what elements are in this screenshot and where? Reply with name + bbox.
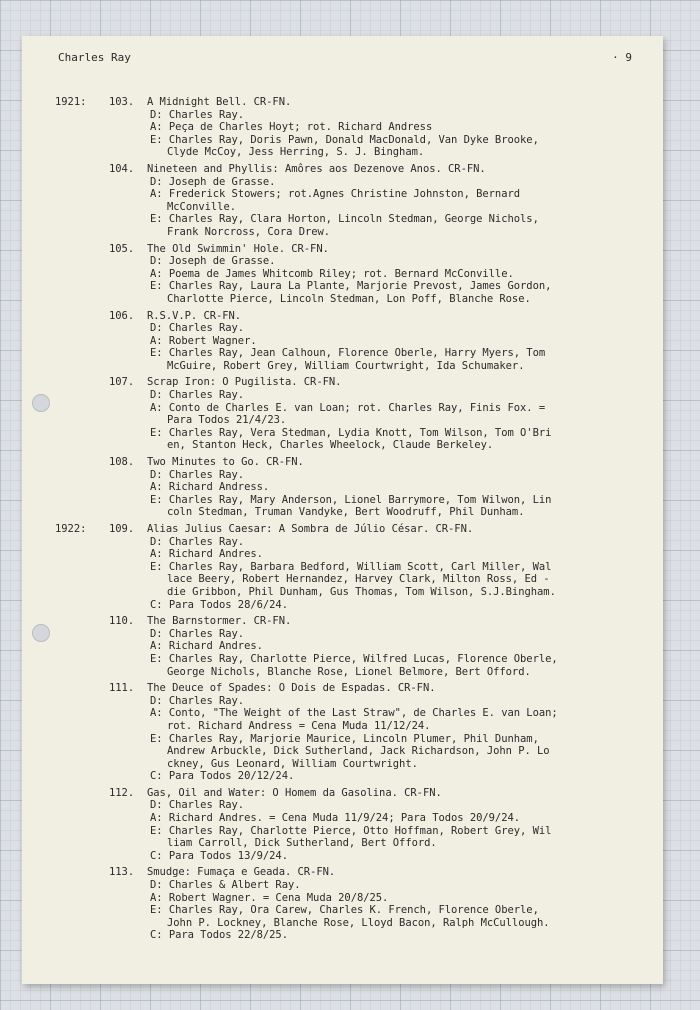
entry-line: coln Stedman, Truman Vandyke, Bert Woodruff, Phil Dunham. xyxy=(167,506,525,519)
entry-line: John P. Lockney, Blanche Rose, Lloyd Bacon, Ralph McCullough. xyxy=(167,916,550,929)
entry-line: E: Charles Ray, Ora Carew, Charles K. French, Florence Oberle, xyxy=(150,904,539,917)
entry-number: 106. xyxy=(109,309,135,322)
entry-line: C: Para Todos 13/9/24. xyxy=(150,849,288,862)
entry-line: A: Robert Wagner. = Cena Muda 20/8/25. xyxy=(150,891,389,904)
entry-line: liam Carroll, Dick Sutherland, Bert Offord. xyxy=(167,837,437,850)
entry-line: C: Para Todos 28/6/24. xyxy=(150,598,288,611)
punch-hole xyxy=(32,624,50,642)
film-title: Smudge: Fumaça e Geada. CR-FN. xyxy=(147,866,336,879)
entry-number: 113. xyxy=(109,866,135,879)
entry-line: die Gribbon, Phil Dunham, Gus Thomas, Tom Wilson, S.J.Bingham. xyxy=(167,585,556,598)
entry-number: 109. xyxy=(109,523,135,535)
page-number: · 9 xyxy=(612,51,632,64)
entry-number: 108. xyxy=(109,456,135,469)
entry-line: Andrew Arbuckle, Dick Sutherland, Jack Richardson, John P. Lo xyxy=(167,745,550,758)
film-title: Alias Julius Caesar: A Sombra de Júlio César. CR-FN. xyxy=(147,523,474,535)
entry-line: D: Joseph de Grasse. xyxy=(150,255,276,268)
entry-line: E: Charles Ray, Laura La Plante, Marjorie Prevost, James Gordon, xyxy=(150,280,552,293)
entry-line: D: Charles Ray. xyxy=(150,389,245,402)
entry-year: 1922: xyxy=(55,523,87,535)
filmography-list xyxy=(55,96,645,946)
entry-number: 112. xyxy=(109,786,135,799)
entry-line: C: Para Todos 22/8/25. xyxy=(150,929,288,942)
film-entry xyxy=(55,376,645,452)
entry-line: E: Charles Ray, Barbara Bedford, William Scott, Carl Miller, Wal xyxy=(150,560,552,573)
film-entry xyxy=(55,310,645,373)
entry-line: McGuire, Robert Grey, William Courtwright, Ida Schumaker. xyxy=(167,359,525,372)
entry-year: 1921: xyxy=(55,96,87,108)
entry-line: A: Richard Andress. xyxy=(150,481,270,494)
film-entry xyxy=(55,243,645,306)
film-title: R.S.V.P. CR-FN. xyxy=(147,309,242,322)
header-name: Charles Ray xyxy=(58,51,131,64)
entry-line: E: Charles Ray, Vera Stedman, Lydia Knott, Tom Wilson, Tom O'Bri xyxy=(150,426,552,439)
entry-line: A: Richard Andres. = Cena Muda 11/9/24; Para Todos 20/9/24. xyxy=(150,812,521,825)
entry-line: A: Poema de James Whitcomb Riley; rot. Bernard McConville. xyxy=(150,267,514,280)
entry-number: 104. xyxy=(109,162,135,175)
film-entry xyxy=(55,523,645,611)
entry-line: D: Charles Ray. xyxy=(150,322,245,335)
film-entry xyxy=(55,456,645,519)
entry-number: 111. xyxy=(109,682,135,695)
entry-line: McConville. xyxy=(167,200,236,213)
entry-line: en, Stanton Heck, Charles Wheelock, Claude Berkeley. xyxy=(167,439,494,452)
entry-line: D: Charles Ray. xyxy=(150,535,245,548)
punch-hole xyxy=(32,394,50,412)
entry-line: E: Charles Ray, Charlotte Pierce, Wilfred Lucas, Florence Oberle, xyxy=(150,652,558,665)
entry-line: D: Charles Ray. xyxy=(150,627,245,640)
entry-number: 103. xyxy=(109,96,135,108)
entry-line: rot. Richard Andress = Cena Muda 11/12/24. xyxy=(167,719,431,732)
film-title: The Barnstormer. CR-FN. xyxy=(147,615,292,628)
entry-line: D: Charles Ray. xyxy=(150,108,245,121)
entry-line: A: Frederick Stowers; rot.Agnes Christine Johnston, Bernard xyxy=(150,188,521,201)
entry-line: A: Robert Wagner. xyxy=(150,334,257,347)
film-entry xyxy=(55,682,645,783)
entry-line: D: Charles & Albert Ray. xyxy=(150,879,301,892)
film-entry xyxy=(55,163,645,239)
entry-line: D: Charles Ray. xyxy=(150,694,245,707)
entry-line: D: Charles Ray. xyxy=(150,799,245,812)
entry-line: ckney, Gus Leonard, William Courtwright. xyxy=(167,757,418,770)
film-title: Nineteen and Phyllis: Amôres aos Dezenove Anos. CR-FN. xyxy=(147,162,486,175)
entry-line: lace Beery, Robert Hernandez, Harvey Clark, Milton Ross, Ed - xyxy=(167,573,550,586)
entry-line: D: Charles Ray. xyxy=(150,468,245,481)
film-title: The Old Swimmin' Hole. CR-FN. xyxy=(147,242,329,255)
entry-line: E: Charles Ray, Doris Pawn, Donald MacDonald, Van Dyke Brooke, xyxy=(150,133,539,146)
entry-line: A: Conto, "The Weight of the Last Straw", de Charles E. van Loan; xyxy=(150,707,558,720)
entry-number: 110. xyxy=(109,615,135,628)
entry-line: A: Richard Andres. xyxy=(150,548,263,561)
entry-line: E: Charles Ray, Mary Anderson, Lionel Barrymore, Tom Wilwon, Lin xyxy=(150,493,552,506)
page-header xyxy=(58,51,632,66)
film-entry xyxy=(55,787,645,863)
film-title: Two Minutes to Go. CR-FN. xyxy=(147,456,304,469)
entry-line: E: Charles Ray, Marjorie Maurice, Lincoln Plumer, Phil Dunham, xyxy=(150,732,539,745)
entry-line: A: Peça de Charles Hoyt; rot. Richard Andress xyxy=(150,121,433,134)
entry-number: 107. xyxy=(109,376,135,389)
entry-line: E: Charles Ray, Charlotte Pierce, Otto Hoffman, Robert Grey, Wil xyxy=(150,824,552,837)
entry-line: Frank Norcross, Cora Drew. xyxy=(167,225,331,238)
entry-line: Clyde McCoy, Jess Herring, S. J. Bingham. xyxy=(167,146,425,159)
entry-line: E: Charles Ray, Jean Calhoun, Florence Oberle, Harry Myers, Tom xyxy=(150,347,546,360)
film-title: Gas, Oil and Water: O Homem da Gasolina. CR-FN. xyxy=(147,786,442,799)
film-title: A Midnight Bell. CR-FN. xyxy=(147,96,292,108)
film-entry xyxy=(55,615,645,678)
entry-line: A: Richard Andres. xyxy=(150,640,263,653)
entry-line: C: Para Todos 20/12/24. xyxy=(150,770,295,783)
entry-line: Charlotte Pierce, Lincoln Stedman, Lon Poff, Blanche Rose. xyxy=(167,292,531,305)
film-entry xyxy=(55,866,645,942)
entry-line: D: Joseph de Grasse. xyxy=(150,175,276,188)
film-title: The Deuce of Spades: O Dois de Espadas. CR-FN. xyxy=(147,682,436,695)
entry-line: Para Todos 21/4/23. xyxy=(167,414,287,427)
entry-line: E: Charles Ray, Clara Horton, Lincoln Stedman, George Nichols, xyxy=(150,213,539,226)
film-entry xyxy=(55,96,645,159)
film-title: Scrap Iron: O Pugilista. CR-FN. xyxy=(147,376,342,389)
entry-line: A: Conto de Charles E. van Loan; rot. Charles Ray, Finis Fox. = xyxy=(150,401,546,414)
entry-number: 105. xyxy=(109,242,135,255)
entry-line: George Nichols, Blanche Rose, Lionel Belmore, Bert Offord. xyxy=(167,665,531,678)
